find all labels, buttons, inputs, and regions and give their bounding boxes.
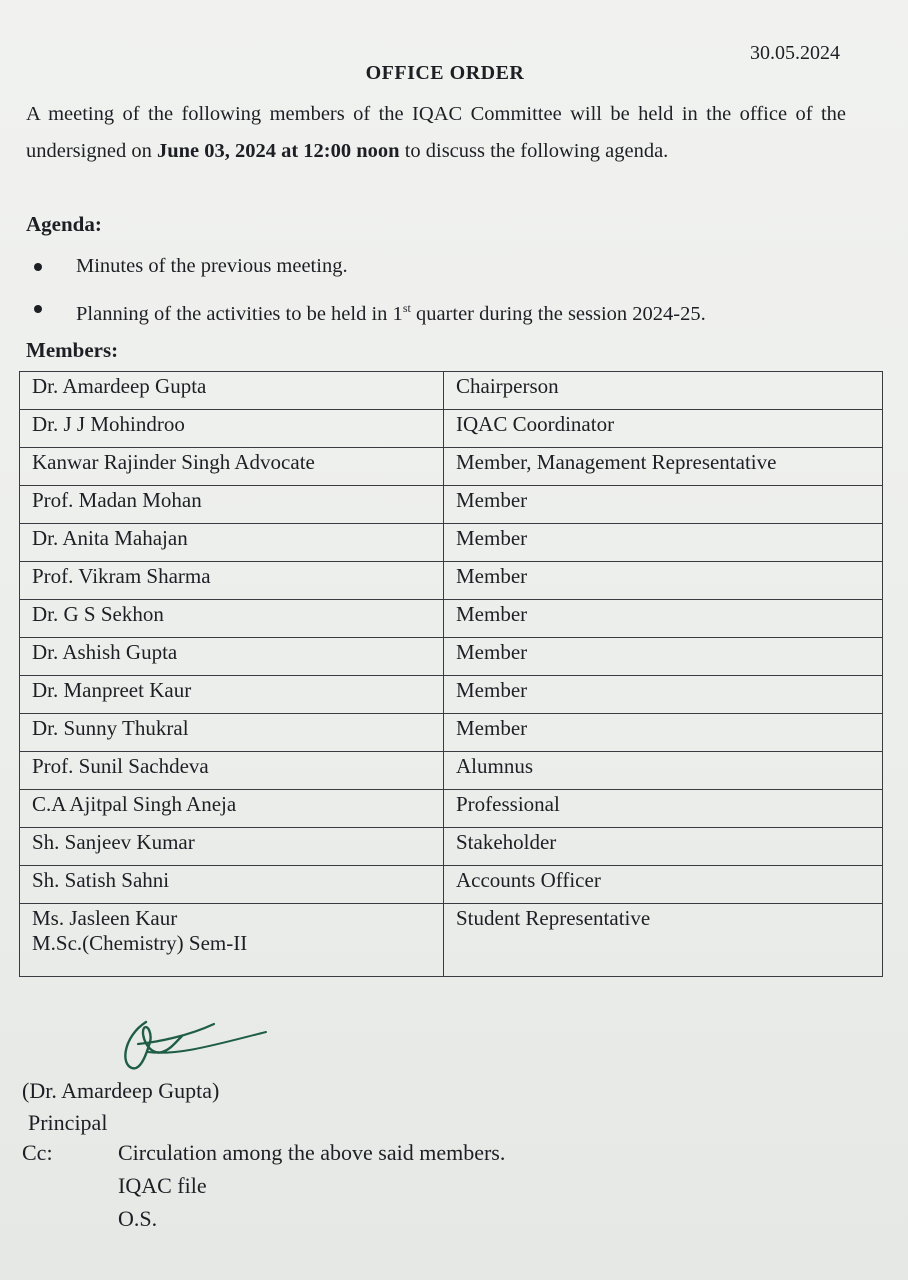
bullet-icon xyxy=(34,263,42,271)
member-role: Accounts Officer xyxy=(444,866,883,904)
table-row xyxy=(20,752,883,790)
table-row xyxy=(20,828,883,866)
agenda-item-text-post: quarter during the session 2024-25. xyxy=(410,302,706,325)
intro-text-part2: to discuss the following agenda. xyxy=(399,140,669,162)
cc-item: IQAC file xyxy=(118,1173,207,1198)
member-name: Dr. Sunny Thukral xyxy=(20,714,444,752)
table-row xyxy=(20,562,883,600)
member-name: Prof. Vikram Sharma xyxy=(20,562,444,600)
bullet-icon xyxy=(34,305,42,313)
signatory-name: (Dr. Amardeep Gupta) xyxy=(22,1078,220,1103)
agenda-list xyxy=(26,250,866,334)
member-name: Sh. Sanjeev Kumar xyxy=(20,828,444,866)
table-row xyxy=(20,790,883,828)
member-name: Kanwar Rajinder Singh Advocate xyxy=(20,448,444,486)
member-role: Member xyxy=(444,524,883,562)
cc-list xyxy=(118,1136,505,1235)
member-name xyxy=(20,904,444,977)
table-row xyxy=(20,714,883,752)
signatory-designation: Principal xyxy=(28,1110,108,1135)
member-role: Alumnus xyxy=(444,752,883,790)
member-role: Member xyxy=(444,562,883,600)
member-role: Professional xyxy=(444,790,883,828)
member-role: Member, Management Representative xyxy=(444,448,883,486)
table-row xyxy=(20,448,883,486)
document-date: 30.05.2024 xyxy=(750,42,840,64)
meeting-datetime: June 03, 2024 at 12:00 noon xyxy=(156,140,400,162)
member-name: Dr. Manpreet Kaur xyxy=(20,676,444,714)
member-role: Student Representative xyxy=(444,904,883,977)
member-role: Member xyxy=(444,676,883,714)
member-role: IQAC Coordinator xyxy=(444,410,883,448)
intro-paragraph xyxy=(26,96,846,170)
agenda-item-text xyxy=(76,303,706,325)
table-row xyxy=(20,676,883,714)
member-role: Stakeholder xyxy=(444,828,883,866)
agenda-heading: Agenda: xyxy=(26,212,102,236)
member-role: Chairperson xyxy=(444,372,883,410)
member-name: Dr. Ashish Gupta xyxy=(20,638,444,676)
agenda-item-superscript: st xyxy=(402,301,411,315)
member-name-line1: Ms. Jasleen Kaur xyxy=(32,906,178,930)
table-row xyxy=(20,486,883,524)
table-row xyxy=(20,600,883,638)
member-name: Dr. Amardeep Gupta xyxy=(20,372,444,410)
member-name: Prof. Madan Mohan xyxy=(20,486,444,524)
table-row xyxy=(20,866,883,904)
member-name: Dr. J J Mohindroo xyxy=(20,410,444,448)
agenda-item-text: Minutes of the previous meeting. xyxy=(76,255,348,277)
cc-item: Circulation among the above said members. xyxy=(118,1140,506,1165)
member-role: Member xyxy=(444,714,883,752)
member-name: C.A Ajitpal Singh Aneja xyxy=(20,790,444,828)
table-row xyxy=(20,372,883,410)
cc-item: O.S. xyxy=(118,1206,158,1231)
member-role: Member xyxy=(444,600,883,638)
member-role: Member xyxy=(444,486,883,524)
table-row xyxy=(20,638,883,676)
member-name: Prof. Sunil Sachdeva xyxy=(20,752,444,790)
members-heading: Members: xyxy=(26,338,119,362)
member-name: Dr. G S Sekhon xyxy=(20,600,444,638)
member-name: Sh. Satish Sahni xyxy=(20,866,444,904)
members-table xyxy=(19,371,883,977)
handwritten-signature xyxy=(118,1012,278,1082)
table-row xyxy=(20,410,883,448)
table-row xyxy=(20,524,883,562)
member-name-line2: M.Sc.(Chemistry) Sem-II xyxy=(32,931,248,955)
cc-label: Cc: xyxy=(22,1140,53,1165)
table-row xyxy=(20,904,883,977)
member-role: Member xyxy=(444,638,883,676)
document-title: OFFICE ORDER xyxy=(365,62,525,84)
agenda-item xyxy=(26,292,866,334)
agenda-item xyxy=(26,250,866,292)
agenda-item-text-pre: Planning of the activities to be held in 1 xyxy=(76,302,403,325)
member-name: Dr. Anita Mahajan xyxy=(20,524,444,562)
intro-text-part1: A meeting of the following members of the IQAC Committee will be held in the office of the undersigned on xyxy=(26,103,846,162)
